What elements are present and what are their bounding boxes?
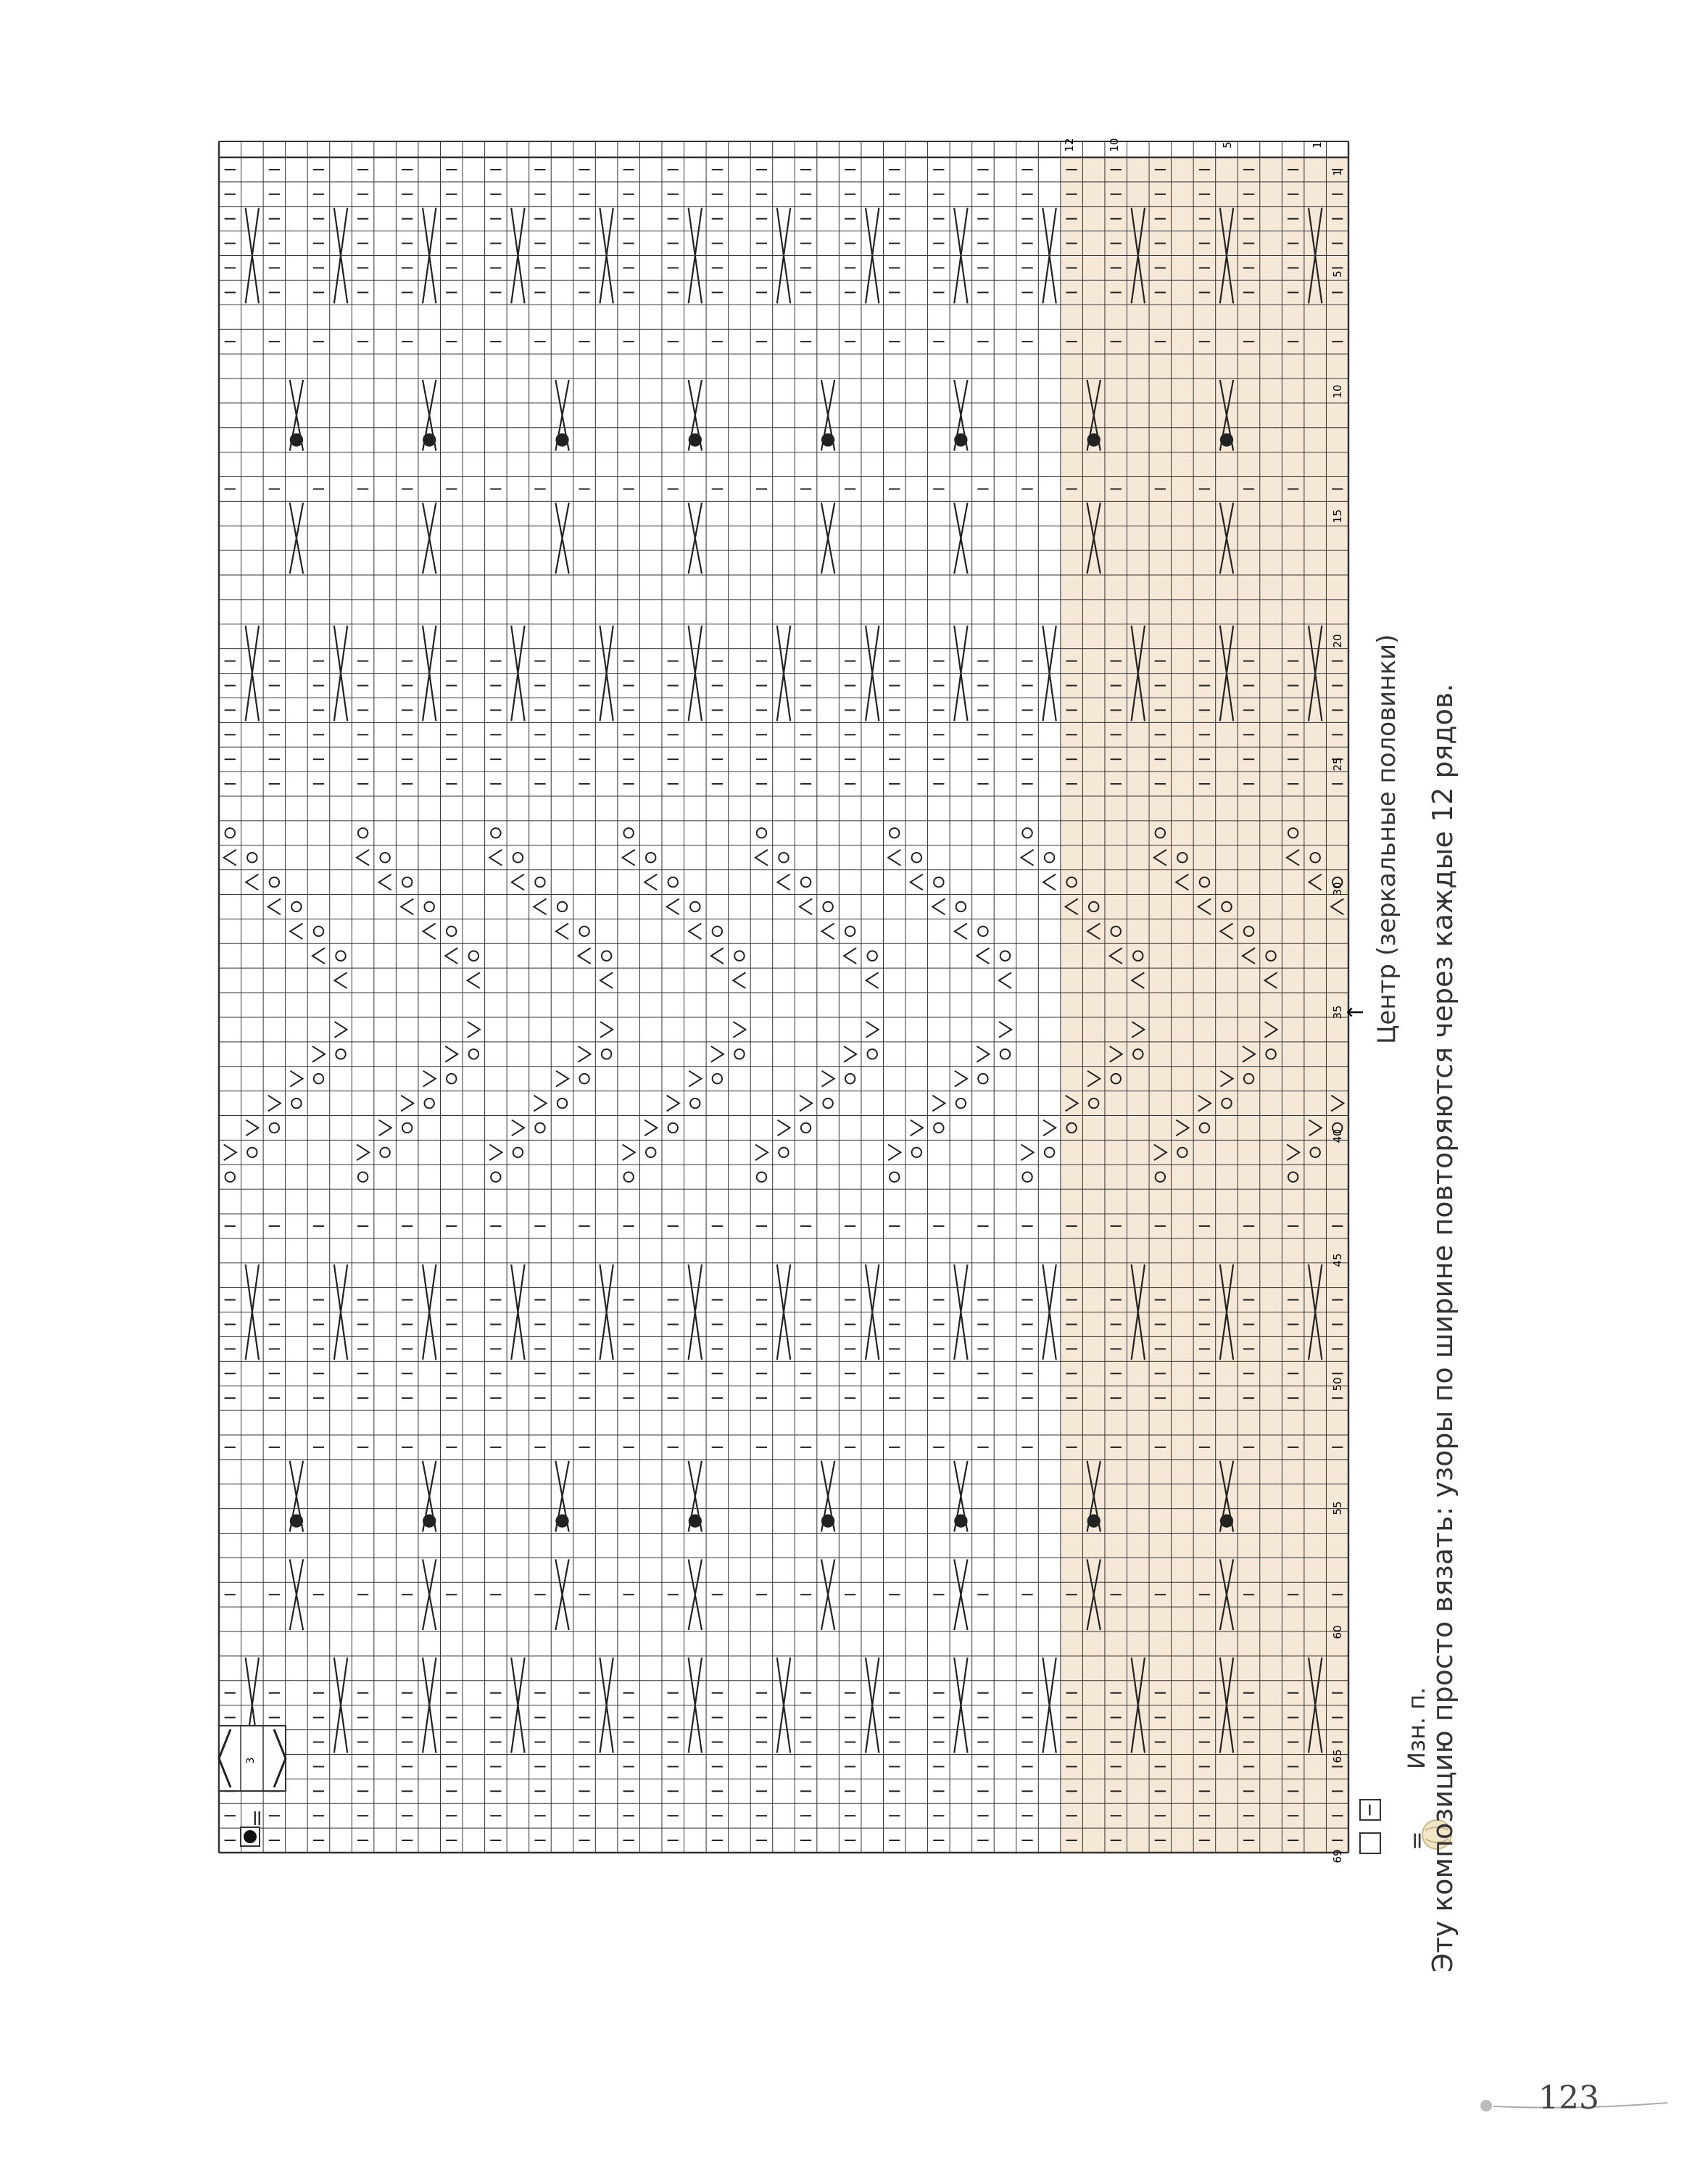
stitch-number-60: 60 <box>1331 1625 1344 1639</box>
yarn-over-mark <box>402 1123 412 1133</box>
decrease-mark <box>1043 874 1056 890</box>
decrease-mark <box>246 874 258 890</box>
stitch-number-5: 5 <box>1331 270 1344 278</box>
decrease-mark <box>534 899 546 915</box>
decrease-mark <box>246 1120 258 1136</box>
decrease-mark <box>534 1096 546 1112</box>
decrease-mark <box>689 1071 701 1087</box>
yarn-over-mark <box>358 1172 368 1181</box>
bobble-mark <box>821 1514 834 1527</box>
yarn-over-mark <box>890 828 899 837</box>
decrease-mark <box>268 1096 281 1112</box>
decrease-mark <box>401 899 413 915</box>
decrease-mark <box>512 1120 524 1136</box>
decrease-mark <box>955 924 967 940</box>
yarn-over-mark <box>668 1123 678 1133</box>
row-number-10: 10 <box>1108 138 1121 152</box>
yarn-over-mark <box>513 1148 523 1157</box>
stitch-number-40: 40 <box>1331 1129 1344 1143</box>
decrease-mark <box>268 899 281 915</box>
yarn-over-mark <box>779 853 788 862</box>
decrease-mark <box>290 1071 302 1087</box>
decrease-mark <box>999 1022 1011 1038</box>
stitch-number-1: 1 <box>1331 169 1344 176</box>
decrease-mark <box>689 924 701 940</box>
decrease-mark <box>556 1071 568 1087</box>
yarn-over-mark <box>602 951 611 961</box>
yarn-over-mark <box>247 1148 257 1157</box>
bobble-mark <box>821 434 834 447</box>
bobble-mark <box>290 434 303 447</box>
bobble-mark <box>423 1514 436 1527</box>
yarn-over-mark <box>690 902 700 911</box>
yarn-over-mark <box>424 1099 434 1108</box>
yarn-over-mark <box>469 951 478 961</box>
yarn-over-mark <box>447 927 456 936</box>
yarn-over-mark <box>535 1123 544 1133</box>
yarn-over-mark <box>558 1099 567 1108</box>
decrease-mark <box>755 1144 768 1160</box>
yarn-over-mark <box>867 951 876 961</box>
row-number-1: 1 <box>1311 141 1324 149</box>
yarn-over-mark <box>380 853 389 862</box>
yarn-over-mark <box>1045 1148 1054 1157</box>
bobble-mark <box>555 1514 568 1527</box>
decrease-mark <box>932 899 945 915</box>
yarn-over-mark <box>336 1049 345 1059</box>
page-decoration-ball-icon <box>1480 2100 1492 2111</box>
yarn-over-mark <box>270 1123 279 1133</box>
yarn-over-mark <box>845 927 855 936</box>
decrease-mark <box>379 1120 391 1136</box>
bobble-mark <box>1220 1514 1233 1527</box>
decrease-mark <box>711 1046 724 1062</box>
yarn-over-mark <box>734 1049 744 1059</box>
yarn-over-mark <box>713 927 722 936</box>
repeat-highlight <box>1061 157 1348 1853</box>
decrease-mark <box>623 850 635 866</box>
yarn-over-mark <box>1000 951 1010 961</box>
yarn-over-mark <box>291 1099 301 1108</box>
decrease-mark <box>777 874 789 890</box>
yarn-over-mark <box>291 902 301 911</box>
page-number: 123 <box>1538 2080 1599 2117</box>
bobble-mark <box>689 1514 702 1527</box>
yarn-over-mark <box>314 927 323 936</box>
yarn-over-mark <box>956 1099 966 1108</box>
bobble-mark <box>954 434 967 447</box>
yarn-over-mark <box>934 1123 943 1133</box>
yarn-over-mark <box>757 1172 766 1181</box>
decrease-mark <box>445 1046 457 1062</box>
stitch-number-20: 20 <box>1331 634 1344 648</box>
bobble-mark <box>1087 1514 1101 1527</box>
yarn-over-mark <box>402 877 412 887</box>
stitch-number-15: 15 <box>1331 509 1344 524</box>
decrease-mark <box>1043 1120 1056 1136</box>
yarn-over-mark <box>1022 1172 1032 1181</box>
yarn-over-mark <box>845 1074 855 1083</box>
decrease-mark <box>224 850 236 866</box>
decrease-mark <box>468 972 480 988</box>
row-number-12: 12 <box>1063 138 1076 152</box>
decrease-mark <box>977 948 989 964</box>
decrease-mark <box>312 1046 325 1062</box>
decrease-mark <box>999 972 1011 988</box>
yarn-over-mark <box>934 877 943 887</box>
decrease-mark <box>955 1071 967 1087</box>
yarn-over-mark <box>912 1148 921 1157</box>
yarn-over-mark <box>358 828 368 837</box>
decrease-mark <box>290 924 302 940</box>
stitch-number-10: 10 <box>1331 384 1344 399</box>
yarn-over-mark <box>336 951 345 961</box>
decrease-mark <box>423 1071 436 1087</box>
decrease-mark <box>512 874 524 890</box>
yarn-over-mark <box>823 1099 832 1108</box>
yarn-over-mark <box>513 853 523 862</box>
decrease-mark <box>579 948 591 964</box>
yarn-over-mark <box>579 1074 589 1083</box>
yarn-over-mark <box>801 1123 811 1133</box>
decrease-mark <box>579 1046 591 1062</box>
legend-knit-box <box>1360 1833 1380 1853</box>
decrease-mark <box>489 850 502 866</box>
yarn-over-mark <box>978 1074 987 1083</box>
yarn-over-mark <box>270 877 279 887</box>
decrease-mark <box>888 850 900 866</box>
yarn-over-mark <box>491 828 500 837</box>
decrease-mark <box>379 874 391 890</box>
yarn-over-mark <box>867 1049 876 1059</box>
row-number-5: 5 <box>1221 141 1234 149</box>
yarn-over-mark <box>380 1148 389 1157</box>
yarn-over-mark <box>1045 853 1054 862</box>
decrease-mark <box>800 1096 812 1112</box>
yarn-over-mark <box>956 902 966 911</box>
decrease-mark <box>1021 850 1033 866</box>
decrease-mark <box>800 899 812 915</box>
decrease-mark <box>334 1022 347 1038</box>
decrease-mark <box>911 874 923 890</box>
decrease-mark <box>556 924 568 940</box>
stitch-number-30: 30 <box>1331 882 1344 896</box>
yarn-over-mark <box>668 877 678 887</box>
decrease-mark <box>489 1144 502 1160</box>
decrease-mark <box>777 1120 789 1136</box>
bobble-mark <box>954 1514 967 1527</box>
yarn-over-mark <box>646 853 655 862</box>
decrease-mark <box>932 1096 945 1112</box>
yarn-over-mark <box>424 902 434 911</box>
bobble-mark <box>1220 434 1233 447</box>
yarn-over-mark <box>713 1074 722 1083</box>
decrease-mark <box>644 1120 657 1136</box>
yarn-over-mark <box>225 828 235 837</box>
decrease-mark <box>600 972 613 988</box>
decrease-mark <box>866 1022 879 1038</box>
yarn-over-mark <box>757 828 766 837</box>
bobble-mark <box>1087 434 1101 447</box>
yarn-over-mark <box>535 877 544 887</box>
decrease-mark <box>866 972 879 988</box>
yarn-over-mark <box>646 1148 655 1157</box>
decrease-mark <box>1021 1144 1033 1160</box>
bobble-mark <box>689 434 702 447</box>
legend-purl-label: Изн. п. <box>1403 1687 1430 1769</box>
yarn-over-mark <box>1022 828 1032 837</box>
decrease-mark <box>822 924 834 940</box>
yarn-over-mark <box>1000 1049 1010 1059</box>
decrease-mark <box>445 948 457 964</box>
decrease-mark <box>623 1144 635 1160</box>
legend-purl-equals: = <box>1403 1831 1430 1850</box>
decrease-mark <box>357 850 369 866</box>
decrease-mark <box>711 948 724 964</box>
decrease-mark <box>357 1144 369 1160</box>
legend-purl-symbol: − <box>1359 1802 1380 1818</box>
decrease-mark <box>667 899 679 915</box>
yarn-over-mark <box>912 853 921 862</box>
bobble-icon <box>244 1830 257 1843</box>
yarn-over-mark <box>779 1148 788 1157</box>
decrease-mark <box>911 1120 923 1136</box>
stitch-number-69: 69 <box>1331 1849 1344 1864</box>
center-label: Центр (зеркальные половинки) <box>1372 634 1401 1044</box>
decrease-mark <box>977 1046 989 1062</box>
legend-bobble-equals: = <box>244 1808 270 1828</box>
stitch-number-45: 45 <box>1331 1253 1344 1267</box>
decrease-mark <box>822 1071 834 1087</box>
bobble-mark <box>290 1514 303 1527</box>
yarn-over-mark <box>801 877 811 887</box>
yarn-over-mark <box>247 853 257 862</box>
decrease-mark <box>401 1096 413 1112</box>
yarn-over-mark <box>823 902 832 911</box>
highlight-band <box>1061 157 1348 1853</box>
yarn-over-mark <box>558 902 567 911</box>
decrease-mark <box>224 1144 236 1160</box>
bobble-mark <box>423 434 436 447</box>
bobble-mark <box>555 434 568 447</box>
stitch-number-35: 35 <box>1331 1005 1344 1019</box>
yarn-over-mark <box>602 1049 611 1059</box>
decrease-mark <box>312 948 325 964</box>
stitch-number-25: 25 <box>1331 757 1344 772</box>
decrease-mark <box>644 874 657 890</box>
yarn-over-mark <box>690 1099 700 1108</box>
pattern-note: Эту композицию просто вязать: узоры по ширине повторяются через каждые 12 рядов. <box>1427 683 1459 1972</box>
decrease-mark <box>733 1022 745 1038</box>
yarn-over-mark <box>469 1049 478 1059</box>
decrease-mark <box>600 1022 613 1038</box>
decrease-mark <box>334 972 347 988</box>
yarn-over-mark <box>890 1172 899 1181</box>
decrease-mark <box>844 1046 856 1062</box>
decrease-mark <box>468 1022 480 1038</box>
decrease-mark <box>844 948 856 964</box>
decrease-mark <box>888 1144 900 1160</box>
decrease-mark <box>667 1096 679 1112</box>
yarn-over-mark <box>579 927 589 936</box>
decrease-mark <box>423 924 436 940</box>
yarn-over-mark <box>225 1172 235 1181</box>
legend-cable-count: 3 <box>245 1757 257 1764</box>
yarn-over-mark <box>491 1172 500 1181</box>
yarn-over-mark <box>623 828 633 837</box>
yarn-over-mark <box>447 1074 456 1083</box>
decrease-mark <box>755 850 768 866</box>
center-marker: ↑ <box>1343 1003 1369 1022</box>
stitch-number-55: 55 <box>1331 1501 1344 1515</box>
yarn-over-mark <box>734 951 744 961</box>
yarn-over-mark <box>623 1172 633 1181</box>
yarn-over-mark <box>978 927 987 936</box>
yarn-over-mark <box>314 1074 323 1083</box>
stitch-number-65: 65 <box>1331 1749 1344 1763</box>
stitch-number-50: 50 <box>1331 1377 1344 1391</box>
decrease-mark <box>733 972 745 988</box>
